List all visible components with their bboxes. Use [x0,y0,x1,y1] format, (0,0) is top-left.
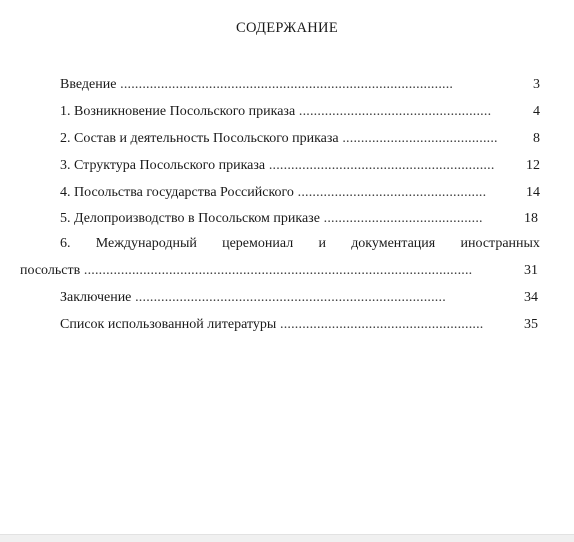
toc-word: Международный [95,236,197,251]
toc-entry [60,130,540,148]
toc-entry [60,157,540,175]
toc-entry-page: 18 [520,210,538,228]
toc-word: документация [351,236,436,251]
toc-entry-page: 4 [529,103,540,121]
toc-entry-leader: ................................................... [293,185,487,200]
toc-entry-page: 34 [520,289,538,307]
toc-entry-leader: .......................................... [338,131,498,146]
toc-word: иностранных [460,236,540,251]
toc-entry-label: 3. Структура Посольского приказа [60,158,266,173]
toc-entry-label: Заключение [60,290,132,305]
toc-entry-label: 1. Возникновение Посольского приказа [60,104,296,119]
toc-entry-label: Список использованной литературы [60,317,277,332]
toc-entry-label: посольств [20,263,81,278]
toc-entry-label: 4. Посольства государства Российского [60,185,294,200]
toc-entry-leader: ......................................................................................................... [80,263,473,278]
toc-entry-label: Введение [60,77,117,92]
toc-entry-leader: ....................................................... [276,317,484,332]
toc-entry [60,184,540,202]
toc-entry [60,76,540,94]
toc-entry-page: 3 [529,76,540,94]
toc-entry [60,210,538,228]
toc-entry-multiline-first [60,235,540,253]
toc-entry-page: 14 [522,184,540,202]
toc-title: СОДЕРЖАНИЕ [236,20,338,36]
toc-entry-page: 35 [520,316,538,334]
toc-entry-label: 5. Делопроизводство в Посольском приказе [60,211,320,226]
toc-entry-leader: ........................................... [319,211,483,226]
toc-entry-leader: .................................................... [295,104,492,119]
toc-entry-page: 12 [522,157,540,175]
toc-entry [60,316,538,334]
toc-word: и [318,236,326,251]
toc-entry-leader: ............................................................. [265,158,495,173]
toc-entry-multiline-continuation [20,262,538,280]
toc-entry-page: 8 [529,130,540,148]
toc-entry-leader: .................................................................................... [131,290,446,305]
toc-entry-page: 31 [520,262,538,280]
toc-entry-leader: .......................................................................................... [116,77,454,92]
toc-word: церемониал [222,236,294,251]
toc-entry [60,103,540,121]
toc-entry-label: 2. Состав и деятельность Посольского приказа [60,131,339,146]
toc-word: 6. [60,236,71,251]
toc-entry [60,289,538,307]
